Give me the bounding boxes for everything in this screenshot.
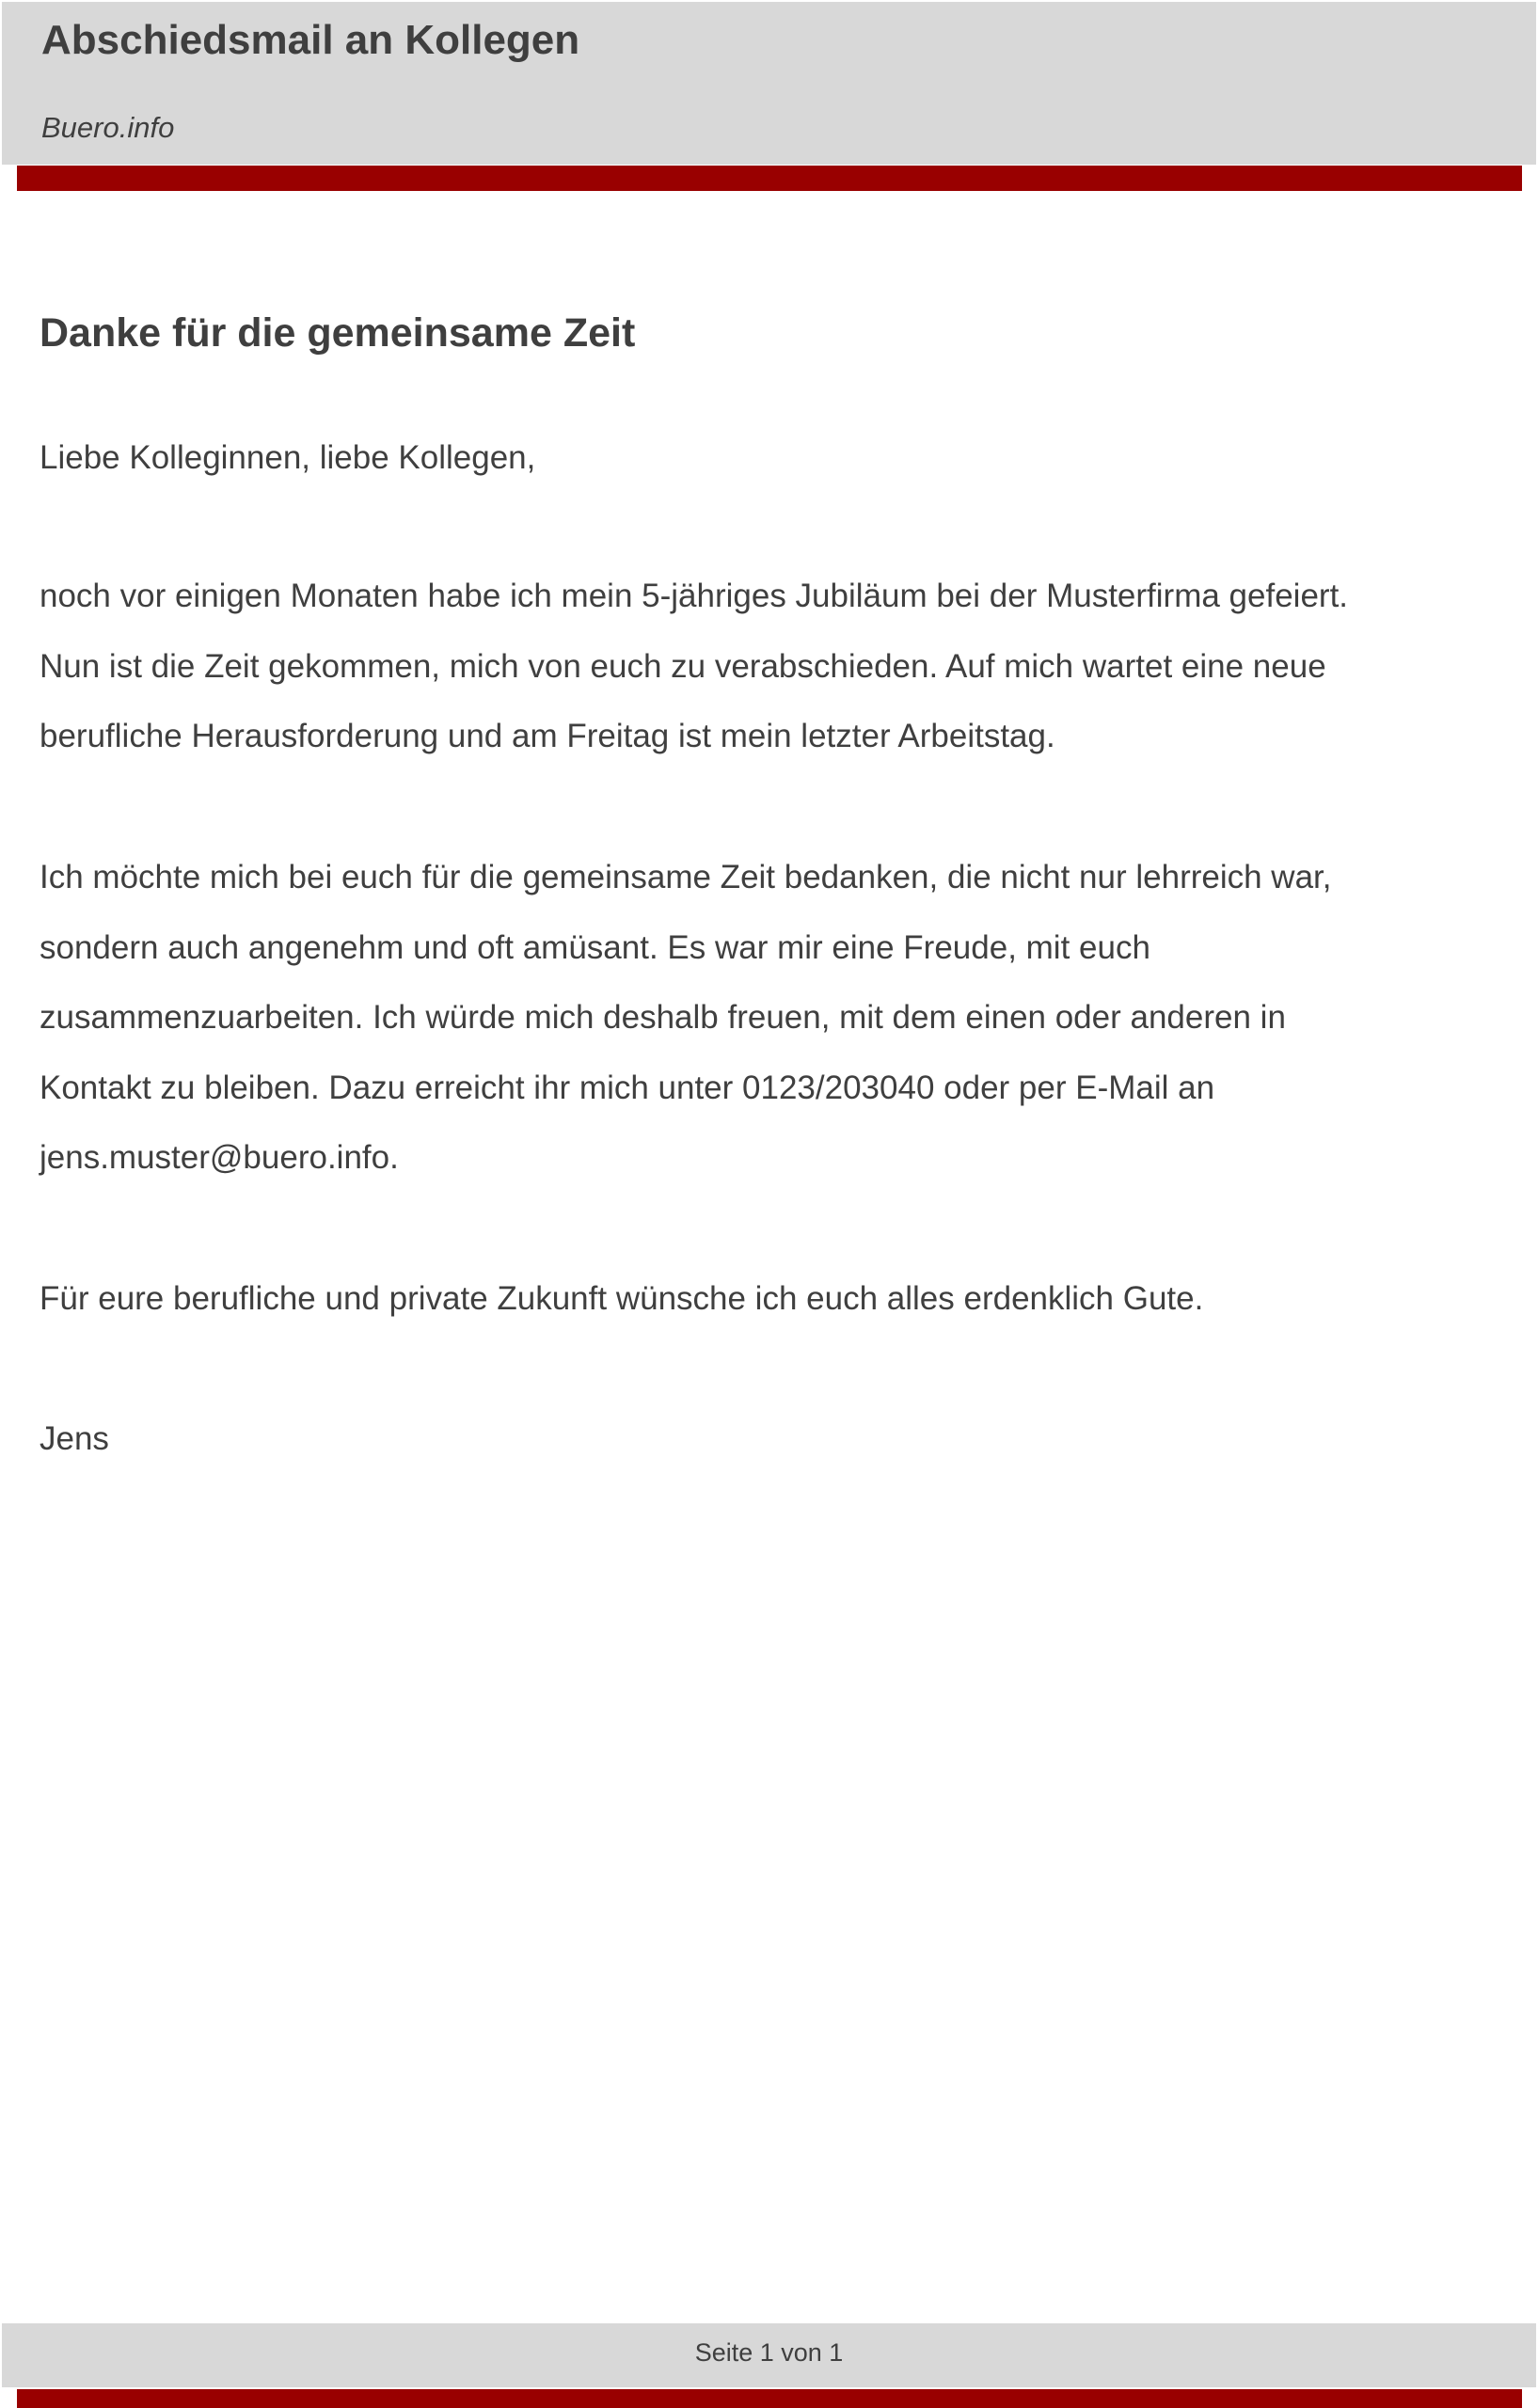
letter-paragraph-1 [40,562,1348,772]
document-footer [2,2323,1536,2387]
header-accent-bar [17,166,1522,191]
document-subtitle: Buero.info [41,111,175,144]
page-number: Seite 1 von 1 [694,2338,844,2367]
document-header [2,2,1536,165]
paragraph-2-line: Ich möchte mich bei euch für die gemeinsame Zeit bedanken, die nicht nur lehrreich war, [40,859,1332,895]
paragraph-2-line: Kontakt zu bleiben. Dazu erreicht ihr mich unter 0123/203040 oder per E-Mail an [40,1069,1215,1106]
letter-heading: Danke für die gemeinsame Zeit [40,310,636,356]
paragraph-2-line: sondern auch angenehm und oft amüsant. Es war mir eine Freude, mit euch [40,928,1150,966]
letter-greeting: Liebe Kolleginnen, liebe Kollegen, [40,439,536,476]
paragraph-2-line: jens.muster@buero.info. [40,1139,399,1176]
paragraph-1-line: noch vor einigen Monaten habe ich mein 5-jähriges Jubiläum bei der Musterfirma gefeiert. [40,578,1349,614]
letter-signature: Jens [40,1420,109,1457]
letter-paragraph-2 [40,843,1332,1194]
paragraph-1-line: berufliche Herausforderung und am Freitag ist mein letzter Arbeitstag. [40,718,1055,754]
footer-accent-bar [17,2389,1522,2408]
paragraph-2-line: zusammenzuarbeiten. Ich würde mich deshalb freuen, mit dem einen oder anderen in [40,999,1286,1036]
paragraph-1-line: Nun ist die Zeit gekommen, mich von euch zu verabschieden. Auf mich wartet eine neue [40,647,1326,685]
letter-closing: Für eure berufliche und private Zukunft wünsche ich euch alles erdenklich Gute. [40,1280,1204,1317]
document-title: Abschiedsmail an Kollegen [41,17,580,63]
